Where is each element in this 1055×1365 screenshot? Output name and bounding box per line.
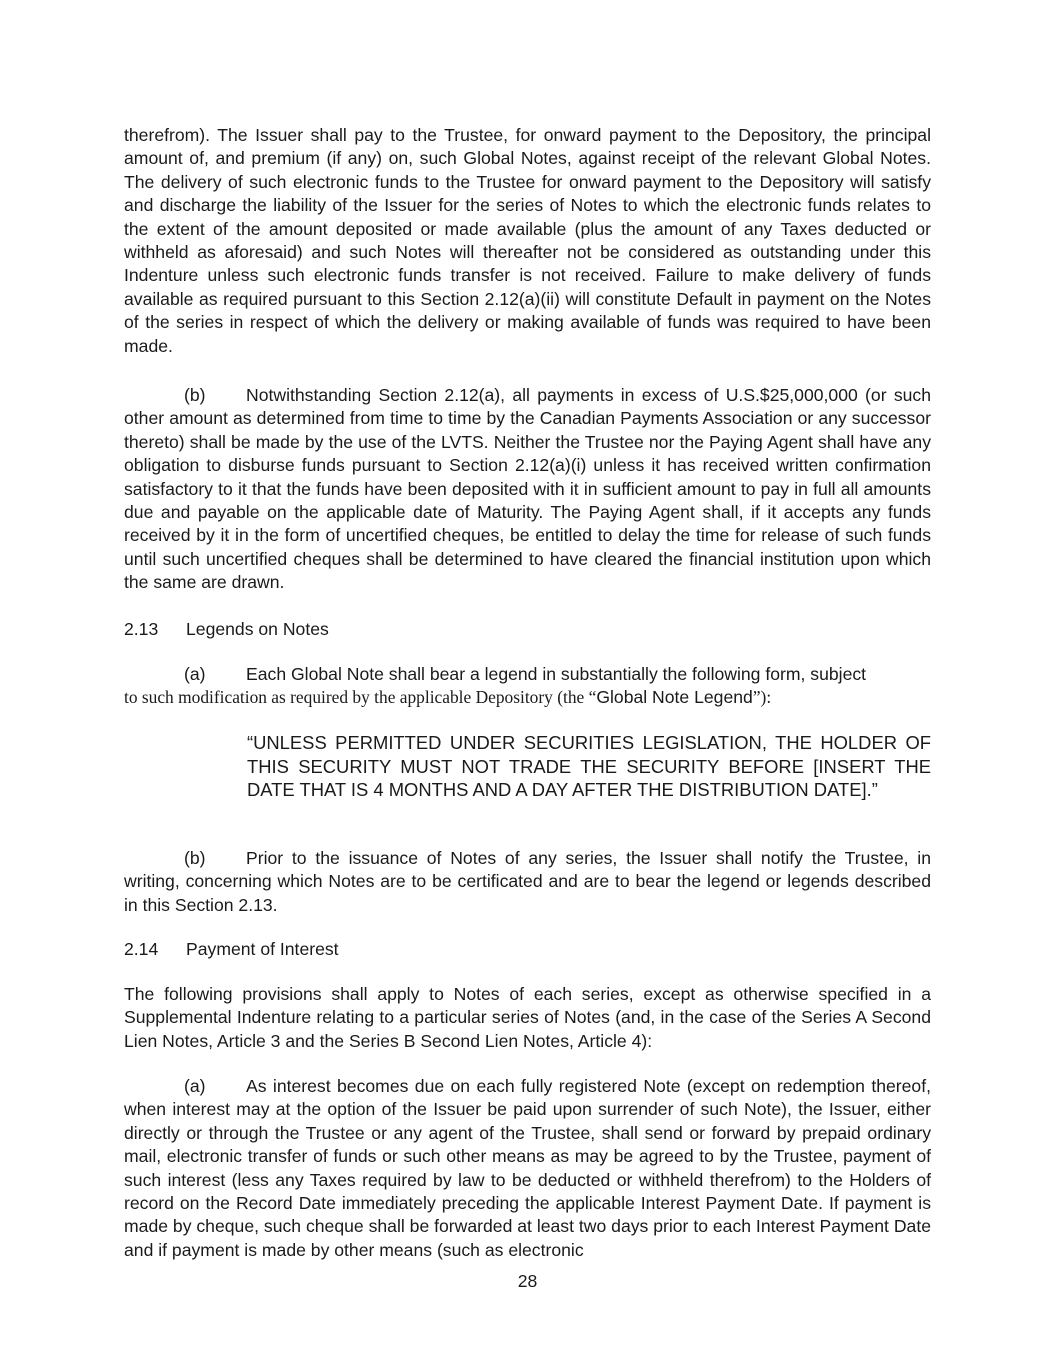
section-title: Payment of Interest	[186, 939, 339, 959]
section-number: 2.13	[124, 619, 159, 639]
clause-text-line-2: to such modification as required by the applicable Depository (the “	[124, 687, 597, 708]
paragraph-2-12-b	[124, 384, 931, 595]
paragraph-2-13-a	[124, 663, 931, 710]
section-heading-2-13	[124, 618, 931, 641]
clause-text-line-2-end: ”):	[752, 687, 772, 708]
clause-text: Notwithstanding Section 2.12(a), all payments in excess of U.S.$25,000,000 (or such other amount as determined from time to time by the Canadian Payments Association or any successor thereto) shall be made by the use of the LVTS. Neither the Trustee nor the Paying Agent shall have any obligation to disburse funds pursuant to Section 2.12(a)(i) unless it has received written confirmation satisfactory to it that the funds have been deposited with it in sufficient amount to pay in full all amounts due and payable on the applicable date of Maturity. The Paying Agent shall, if it accepts any funds received by it in the form of uncertified cheques, be entitled to delay the time for release of such funds until such uncertified cheques shall be determined to have cleared the financial institution upon which the same are drawn.	[124, 385, 931, 593]
section-heading-2-14	[124, 938, 931, 961]
paragraph-2-14-a	[124, 1075, 931, 1262]
clause-label: (b)	[184, 848, 206, 868]
section-title: Legends on Notes	[186, 619, 329, 639]
global-note-legend: “UNLESS PERMITTED UNDER SECURITIES LEGISLATION, THE HOLDER OF THIS SECURITY MUST NOT TRADE THE SECURITY BEFORE [INSERT THE DATE THAT IS 4 MONTHS AND A DAY AFTER THE DISTRIBUTION DATE].”	[247, 732, 931, 801]
paragraph-2-13-b	[124, 847, 931, 917]
page-number: 28	[517, 1271, 538, 1291]
paragraph-continuation: therefrom). The Issuer shall pay to the Trustee, for onward payment to the Depository, the principal amount of, and premium (if any) on, such Global Notes, against receipt of the relevant Global Notes. The delivery of such electronic funds to the Trustee for onward payment to the Depository will satisfy and discharge the liability of the Issuer for the series of Notes to which the electronic funds relates to the extent of the amount deposited or made available (plus the amount of any Taxes deducted or withheld as aforesaid) and such Notes will thereafter not be considered as outstanding under this Indenture unless such electronic funds transfer is not received. Failure to make delivery of funds available as required pursuant to this Section 2.12(a)(ii) will constitute Default in payment on the Notes of the series in respect of which the delivery or making available of funds was required to have been made.	[124, 125, 931, 356]
clause-label: (b)	[184, 385, 206, 405]
clause-label: (a)	[184, 1076, 206, 1096]
section-number: 2.14	[124, 939, 159, 959]
clause-label: (a)	[184, 664, 206, 684]
clause-text-line-1: Each Global Note shall bear a legend in substantially the following form, subject	[246, 664, 867, 684]
clause-text: As interest becomes due on each fully registered Note (except on redemption thereof, when interest may at the option of the Issuer be paid upon surrender of such Note), the Issuer, either directly or through the Trustee or any agent of the Trustee, shall send or forward by prepaid ordinary mail, electronic transfer of funds or such other means as may be agreed to by the Trustee, payment of such interest (less any Taxes required by law to be deducted or withheld therefrom) to the Holders of record on the Record Date immediately preceding the applicable Interest Payment Date. If payment is made by cheque, such cheque shall be forwarded at least two days prior to each Interest Payment Date and if payment is made by other means (such as electronic	[124, 1076, 931, 1260]
paragraph-2-14-intro: The following provisions shall apply to Notes of each series, except as otherwise specified in a Supplemental Indenture relating to a particular series of Notes (and, in the case of the Series A Second Lien Notes, Article 3 and the Series B Second Lien Notes, Article 4):	[124, 984, 931, 1051]
clause-text: Prior to the issuance of Notes of any series, the Issuer shall notify the Trustee, in writing, concerning which Notes are to be certificated and are to bear the legend or legends described in this Section 2.13.	[124, 848, 931, 915]
defined-term: Global Note Legend	[596, 687, 753, 708]
